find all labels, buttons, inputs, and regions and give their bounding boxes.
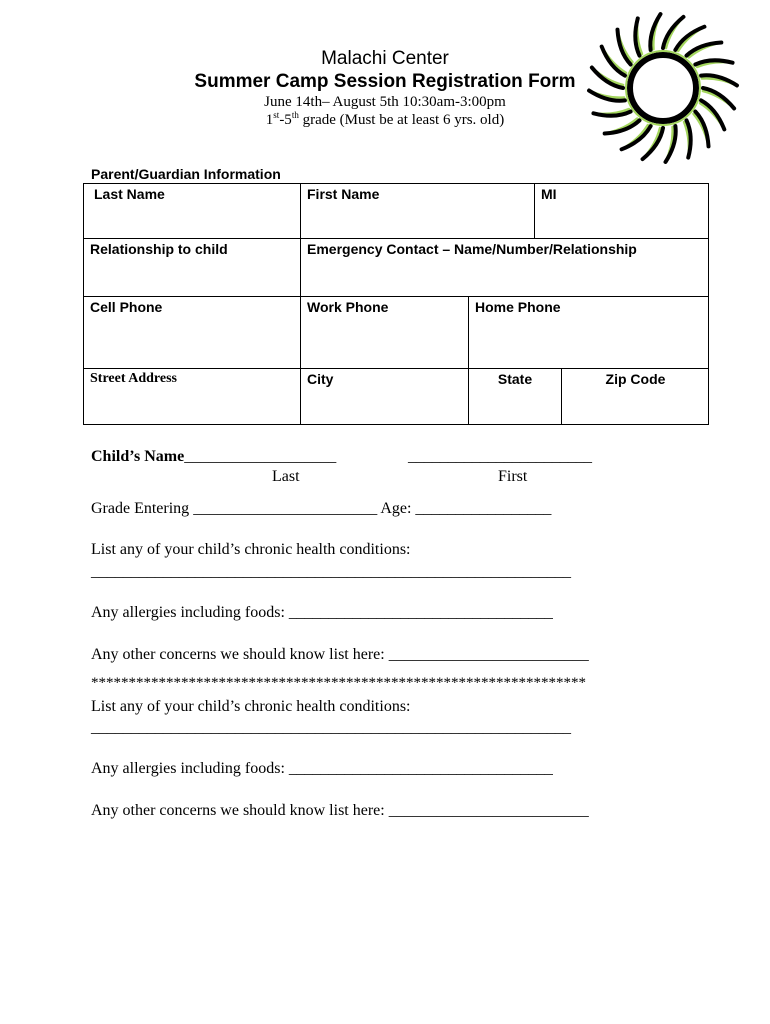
- child-name-row: [91, 448, 336, 466]
- child-first-sublabel: First: [498, 468, 528, 485]
- grade-rest: grade (Must be at least 6 yrs. old): [298, 112, 505, 128]
- home-phone-field[interactable]: [469, 297, 709, 368]
- grade-age-row: [91, 500, 551, 518]
- health-conditions-blank[interactable]: ____________________________________________________________: [91, 563, 571, 580]
- state-field[interactable]: [469, 369, 561, 425]
- health-conditions-blank-2[interactable]: ____________________________________________________________: [91, 719, 571, 736]
- concerns-row-2: [91, 802, 589, 820]
- concerns-row: [91, 646, 589, 664]
- form-title: Summer Camp Session Registration Form: [194, 71, 576, 92]
- child-name-label: Child’s Name: [91, 448, 185, 465]
- last-name-label: Last Name: [94, 186, 165, 202]
- cell-phone-label: Cell Phone: [90, 299, 163, 315]
- state-label: State: [497, 371, 533, 387]
- allergies-blank-2[interactable]: _________________________________: [288, 760, 553, 777]
- separator: ******************************************************************: [91, 675, 586, 691]
- allergies-row-2: [91, 760, 553, 778]
- emergency-contact-label: Emergency Contact – Name/Number/Relationship: [307, 241, 637, 257]
- city-field[interactable]: [301, 369, 468, 425]
- mi-label: MI: [541, 186, 557, 202]
- zip-code-label: Zip Code: [605, 371, 666, 387]
- grade-start-sup: st: [273, 110, 280, 120]
- sun-rays: [589, 14, 737, 162]
- sun-ring: [630, 55, 696, 121]
- grade-mid: -5: [279, 112, 292, 128]
- child-last-name-blank[interactable]: ___________________: [184, 448, 337, 465]
- city-label: City: [307, 371, 334, 387]
- child-first-name-blank[interactable]: _______________________: [408, 448, 592, 465]
- camp-dates: June 14th– August 5th 10:30am-3:00pm: [264, 94, 506, 110]
- cell-phone-field[interactable]: [84, 297, 300, 368]
- relationship-field[interactable]: [84, 239, 300, 296]
- health-conditions-label: List any of your child’s chronic health conditions:: [91, 541, 411, 558]
- age-label: Age:: [380, 500, 412, 517]
- org-name: Malachi Center: [321, 48, 449, 69]
- parent-info-table: [83, 183, 709, 425]
- allergies-blank[interactable]: _________________________________: [288, 604, 553, 621]
- relationship-label: Relationship to child: [90, 241, 228, 257]
- grade-entering-blank[interactable]: _______________________: [193, 500, 378, 517]
- work-phone-label: Work Phone: [307, 299, 389, 315]
- first-name-field[interactable]: [301, 184, 534, 238]
- child-last-sublabel: Last: [272, 468, 300, 485]
- allergies-row: [91, 604, 553, 622]
- allergies-label: Any allergies including foods:: [91, 604, 285, 621]
- concerns-label: Any other concerns we should know list here:: [91, 646, 385, 663]
- home-phone-label: Home Phone: [475, 299, 561, 315]
- age-blank[interactable]: _________________: [415, 500, 552, 517]
- concerns-label-2: Any other concerns we should know list here:: [91, 802, 385, 819]
- sun-icon: [585, 10, 741, 166]
- concerns-blank[interactable]: _________________________: [388, 646, 589, 663]
- health-conditions-label-2: List any of your child’s chronic health conditions:: [91, 698, 411, 715]
- street-address-label: Street Address: [90, 371, 177, 386]
- first-name-label: First Name: [307, 186, 380, 202]
- sun-ring-accent: [626, 51, 700, 125]
- grade-mid-sup: th: [291, 110, 299, 120]
- street-address-field[interactable]: [84, 369, 300, 425]
- emergency-contact-field[interactable]: [301, 239, 709, 296]
- grade-entering-label: Grade Entering: [91, 500, 190, 517]
- last-name-field[interactable]: [88, 184, 300, 238]
- concerns-blank-2[interactable]: _________________________: [388, 802, 589, 819]
- zip-code-field[interactable]: [562, 369, 709, 425]
- parent-section-label: Parent/Guardian Information: [91, 166, 281, 182]
- allergies-label-2: Any allergies including foods:: [91, 760, 285, 777]
- work-phone-field[interactable]: [301, 297, 468, 368]
- grade-start: 1: [265, 112, 274, 128]
- mi-field[interactable]: [535, 184, 709, 238]
